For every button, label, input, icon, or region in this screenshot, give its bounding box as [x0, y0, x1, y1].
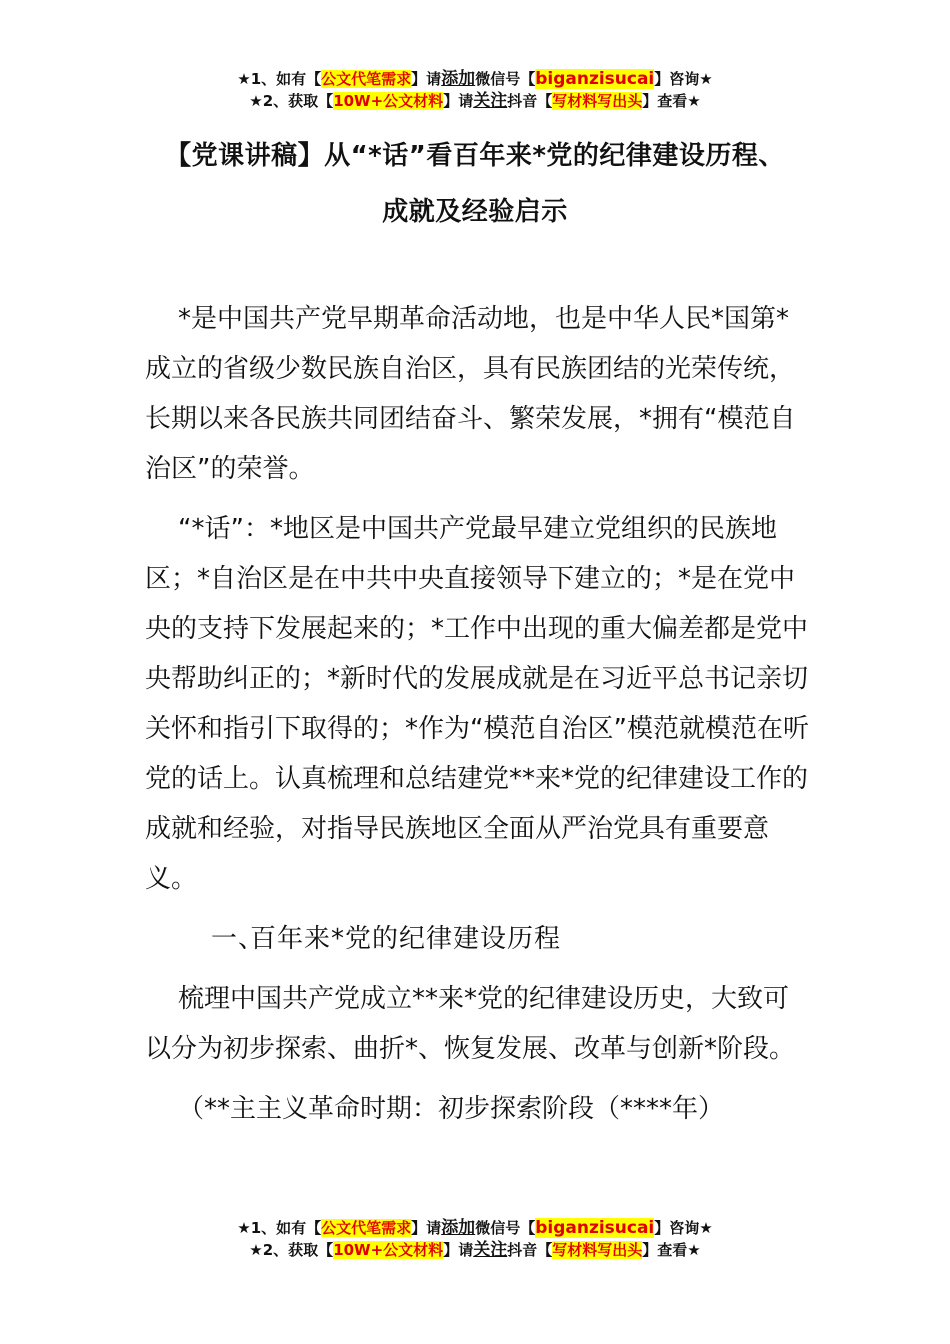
promo-line-1: ★1、如有【公文代笔需求】请添加微信号【biganzisucai】咨询★	[237, 1218, 713, 1238]
section-number: 一、	[211, 924, 266, 954]
star-icon: ★	[687, 92, 701, 110]
promo-line-2: ★2、获取【10W+公文材料】请关注抖音【写材料写出头】查看★	[249, 1240, 701, 1260]
star-icon: ★	[699, 70, 713, 88]
highlight-ghostwriting: 公文代笔需求	[321, 70, 412, 88]
highlight-wechat-id: biganzisucai	[535, 1218, 655, 1238]
promo-line-2: ★2、获取【10W+公文材料】请关注抖音【写材料写出头】查看★	[249, 91, 701, 111]
star-icon: ★	[249, 92, 263, 110]
promo-banner-top	[0, 68, 950, 112]
star-icon: ★	[249, 1241, 263, 1259]
title-line-1: 【党课讲稿】从“*话”看百年来*党的纪律建设历程、	[165, 141, 785, 171]
paragraph-intro: *是中国共产党早期革命活动地，也是中华人民*国第*成立的省级少数民族自治区，具有民族团结的光荣传统，长期以来各民族共同团结奋斗、繁荣发展，*拥有“模范自治区”的荣誉。	[145, 304, 796, 484]
highlight-douyin-account: 写材料写出头	[552, 92, 643, 110]
promo-line-1: ★1、如有【公文代笔需求】请添加微信号【biganzisucai】咨询★	[237, 69, 713, 89]
promo-banner-bottom	[0, 1217, 950, 1261]
document-title	[110, 128, 840, 240]
star-icon: ★	[237, 70, 251, 88]
title-line-2: 成就及经验启示	[382, 197, 568, 227]
highlight-wechat-id: biganzisucai	[535, 69, 655, 89]
highlight-ghostwriting: 公文代笔需求	[321, 1219, 412, 1237]
highlight-materials: 10W+公文材料	[333, 1241, 444, 1259]
star-icon: ★	[687, 1241, 701, 1259]
paragraph-story: “*话”：*地区是中国共产党最早建立党组织的民族地区；*自治区是在中共中央直接领导下建立的；*是在党中央的支持下发展起来的；*工作中出现的重大偏差都是党中央帮助纠正的；*新时代的发展成就是在习近平总书记亲切关怀和指引下取得的；*作为“模范自治区”模范就模范在听党的话上。认真梳理和总结建党**来*党的纪律建设工作的成就和经验，对指导民族地区全面从严治党具有重要意义。	[145, 514, 809, 894]
subheading-period: （**主主义革命时期：初步探索阶段（****年）	[178, 1094, 725, 1124]
highlight-materials: 10W+公文材料	[333, 92, 444, 110]
paragraph-history: 梳理中国共产党成立**来*党的纪律建设历史，大致可以分为初步探索、曲折*、恢复发展、改革与创新*阶段。	[145, 984, 796, 1064]
document-body	[145, 294, 810, 1144]
star-icon: ★	[237, 1219, 251, 1237]
star-icon: ★	[699, 1219, 713, 1237]
section-heading-1	[145, 914, 810, 964]
section-title: 百年来*党的纪律建设历程	[250, 924, 562, 954]
highlight-douyin-account: 写材料写出头	[552, 1241, 643, 1259]
